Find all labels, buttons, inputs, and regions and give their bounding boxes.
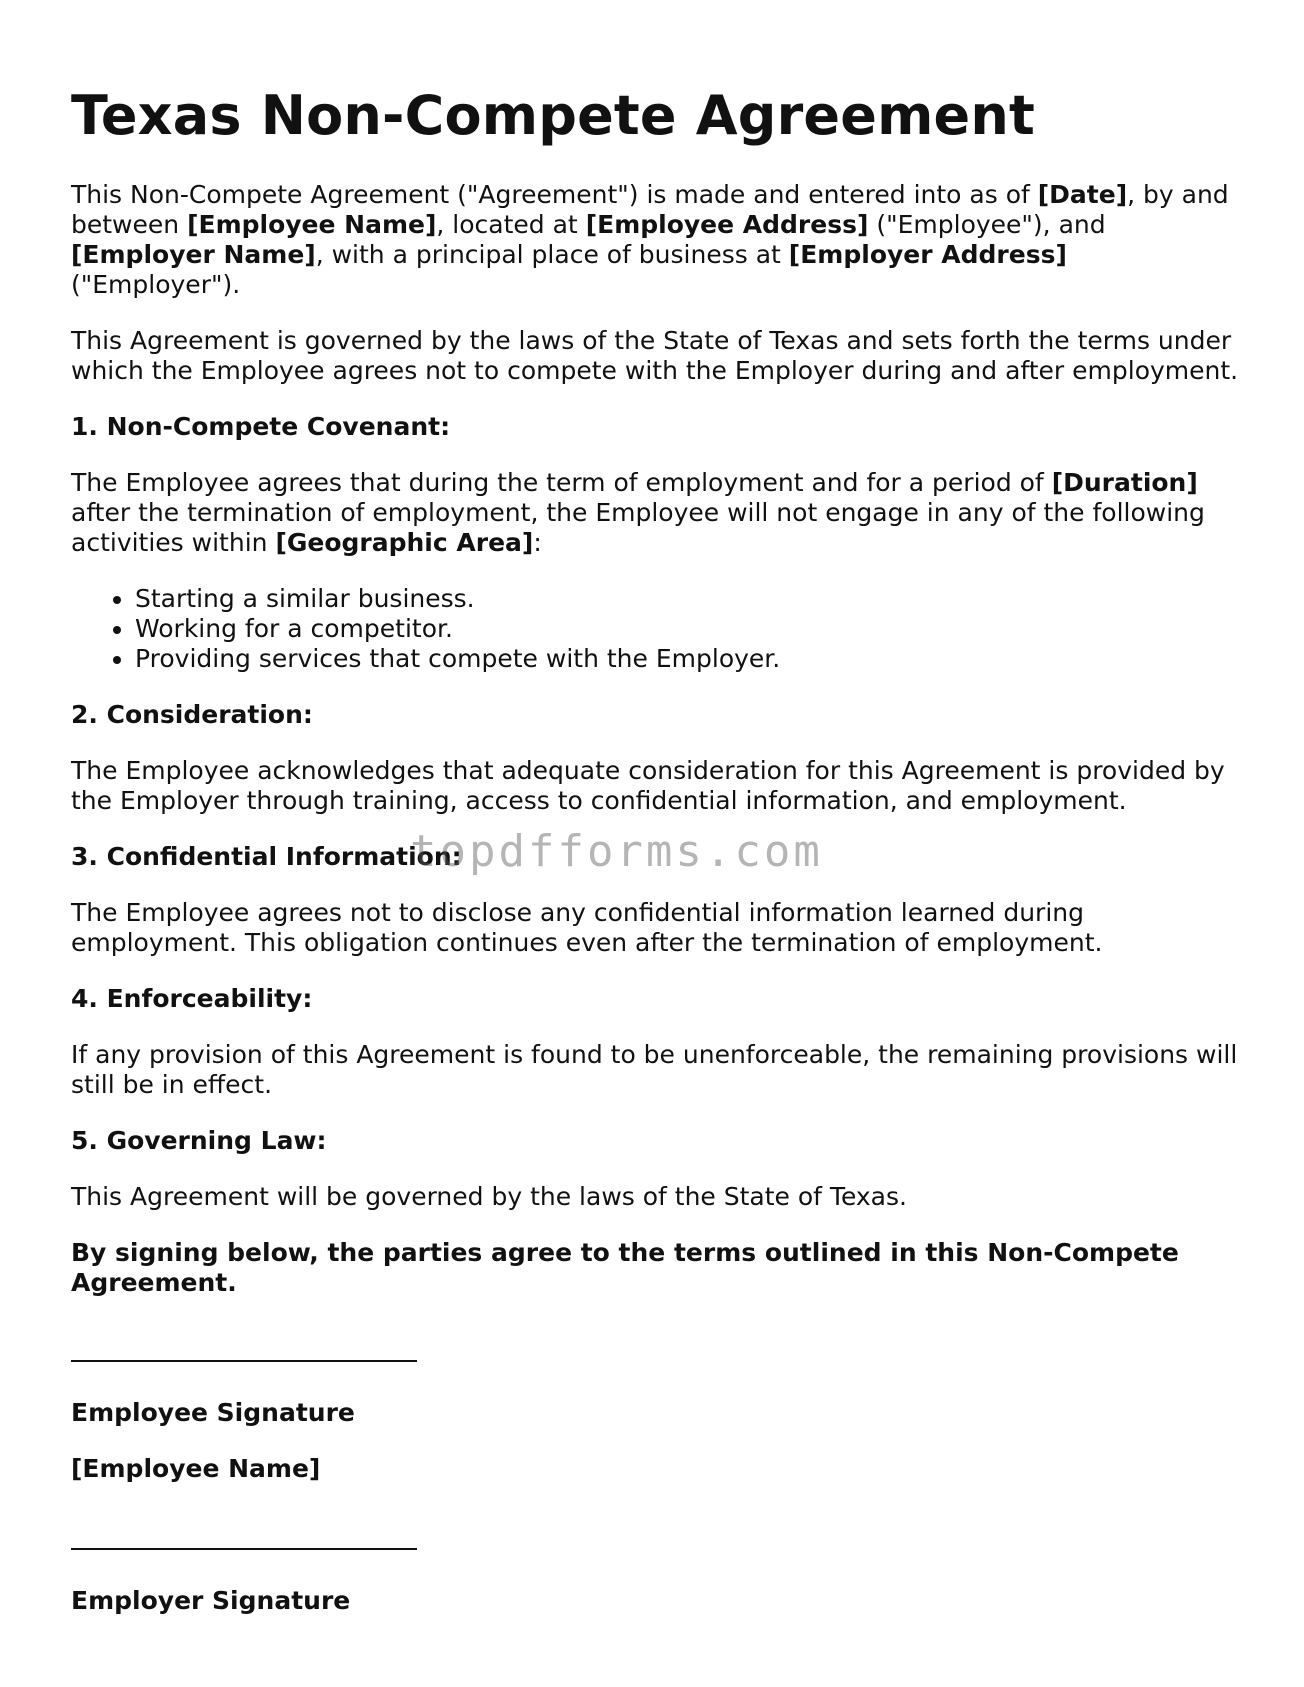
employee-name-field: [Employee Name]: [71, 1454, 321, 1483]
document-page: [71, 84, 1241, 1642]
section-5-heading: 5. Governing Law:: [71, 1126, 327, 1155]
section-4-body: If any provision of this Agreement is found to be unenforceable, the remaining provisions will still be in effect.: [71, 1040, 1238, 1099]
intro-text-2: , by and between: [71, 180, 1229, 239]
employer-signature-label: Employer Signature: [71, 1586, 351, 1615]
section-3-heading: 3. Confidential Information:: [71, 842, 462, 871]
section-1-text-2: after the termination of employment, the Employee will not engage in any of the following activities within: [71, 498, 1205, 557]
section-4-heading: 4. Enforceability:: [71, 984, 313, 1013]
intro-text-6: ("Employer").: [71, 270, 241, 299]
section-1-text-3: :: [533, 528, 542, 557]
section-1-body: [71, 468, 1241, 558]
intro-text-3: , located at: [436, 210, 586, 239]
list-item: • Providing services that compete with the Employer.: [135, 644, 1241, 674]
section-1-heading: 1. Non-Compete Covenant:: [71, 412, 451, 441]
document-title: Texas Non-Compete Agreement: [71, 84, 1036, 147]
list-item: • Starting a similar business.: [135, 584, 1241, 614]
section-1-text-1: The Employee agrees that during the term of employment and for a period of: [71, 468, 1052, 497]
employee-signature-label: Employee Signature: [71, 1398, 355, 1427]
employer-signature-line[interactable]: [71, 1528, 417, 1550]
section-5-body: This Agreement will be governed by the laws of the State of Texas.: [71, 1182, 907, 1211]
employer-address-placeholder: [Employer Address]: [788, 240, 1067, 269]
restricted-activities-list: [71, 584, 1241, 674]
intro-text-1: This Non-Compete Agreement ("Agreement") is made and entered into as of: [71, 180, 1038, 209]
section-3-body: The Employee agrees not to disclose any confidential information learned during employment. This obligation continues even after the termination of employment.: [71, 898, 1103, 957]
intro-text-4: ("Employee"), and: [868, 210, 1106, 239]
list-item: • Working for a competitor.: [135, 614, 1241, 644]
intro-paragraph: [71, 180, 1241, 300]
employee-address-placeholder: [Employee Address]: [585, 210, 869, 239]
governing-intro-paragraph: This Agreement is governed by the laws of the State of Texas and sets forth the terms under which the Employee agrees not to compete with the Employer during and after employment.: [71, 326, 1239, 385]
employee-name-placeholder: [Employee Name]: [187, 210, 437, 239]
section-2-heading: 2. Consideration:: [71, 700, 313, 729]
intro-text-5: , with a principal place of business at: [315, 240, 789, 269]
employer-name-placeholder: [Employer Name]: [71, 240, 316, 269]
date-placeholder: [Date]: [1037, 180, 1128, 209]
watermark: topdfforms.com: [410, 826, 823, 877]
geographic-area-placeholder: [Geographic Area]: [275, 528, 534, 557]
duration-placeholder: [Duration]: [1051, 468, 1198, 497]
section-2-body: The Employee acknowledges that adequate consideration for this Agreement is provided by the Employer through training, access to confidential information, and employment.: [71, 756, 1225, 815]
closing-statement: By signing below, the parties agree to the terms outlined in this Non-Compete Agreement.: [71, 1238, 1179, 1297]
employee-signature-line[interactable]: [71, 1340, 417, 1362]
